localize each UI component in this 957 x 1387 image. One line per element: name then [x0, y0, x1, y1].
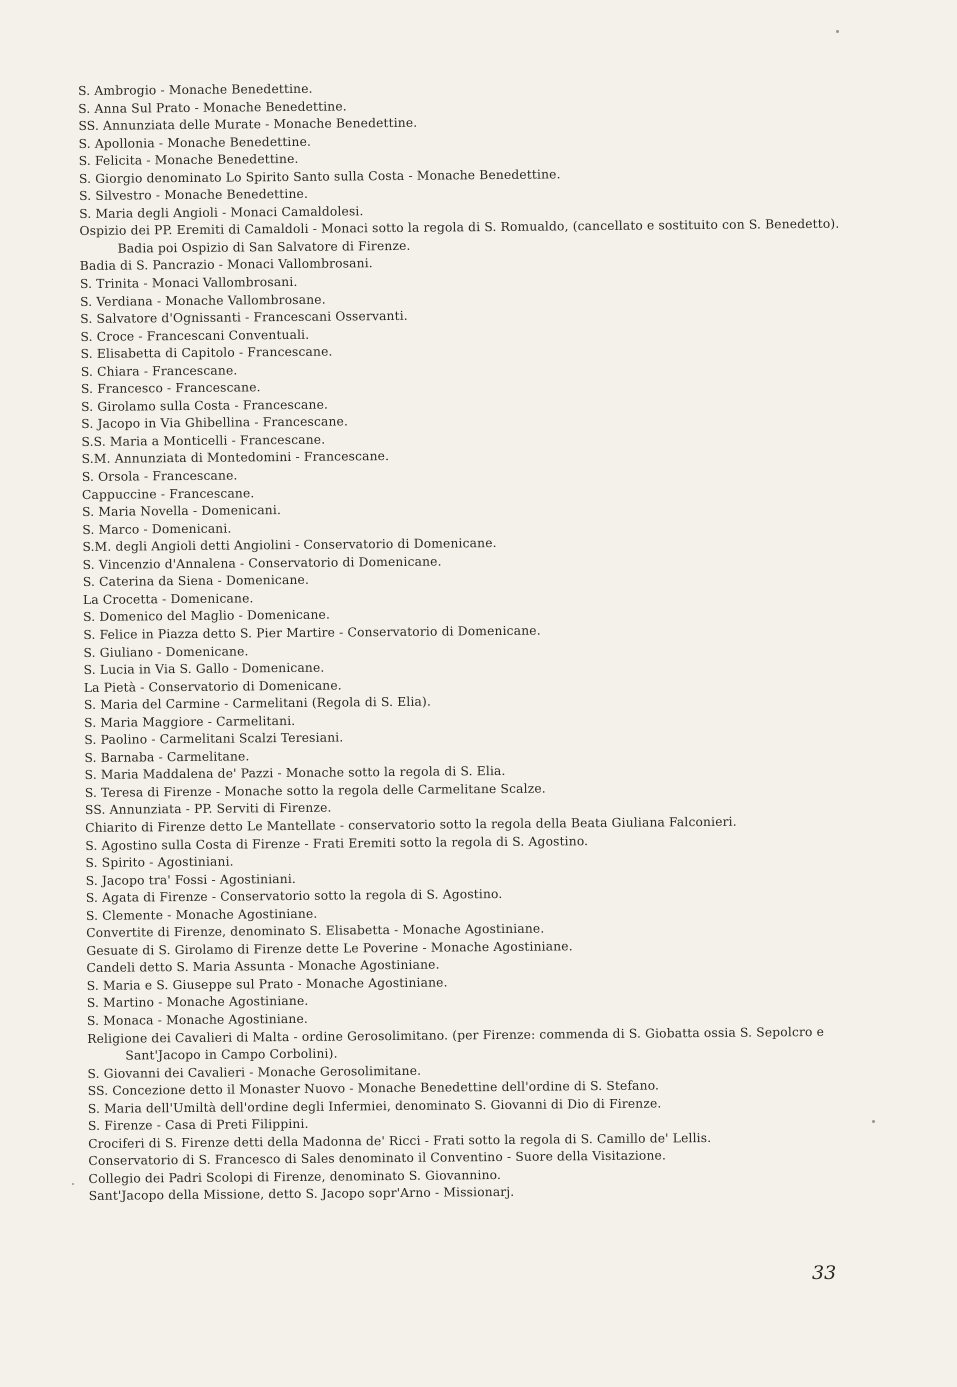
list-entry: S. Croce - Francescani Conventuali.: [80, 327, 310, 344]
list-entry: SS. Concezione detto il Monaster Nuovo - Monache Benedettine dell'ordine di S. Stefano.: [87, 1078, 660, 1099]
list-entry: S. Maria Maggiore - Carmelitani.: [84, 713, 296, 730]
list-entry: Collegio dei Padri Scolopi di Firenze, denominato S. Giovannino.: [88, 1167, 502, 1186]
list-entry: S. Anna Sul Prato - Monache Benedettine.: [78, 98, 347, 116]
list-entry: S. Giuliano - Domenicane.: [83, 643, 249, 660]
list-entry: S. Felice in Piazza detto S. Pier Martire - Conservatorio di Domenicane.: [83, 623, 541, 642]
list-entry: Cappuccine - Francescane.: [81, 485, 255, 502]
list-entry: S. Spirito - Agostiniani.: [85, 854, 234, 871]
paper-speck: [836, 30, 839, 33]
list-entry: La Crocetta - Domenicane.: [82, 591, 254, 607]
list-entry: S. Monaca - Monache Agostiniane.: [86, 1011, 308, 1028]
list-entry: S. Jacopo tra' Fossi - Agostiniani.: [85, 871, 297, 888]
list-entry: S. Barnaba - Carmelitane.: [84, 749, 250, 765]
list-entry: S. Maria dell'Umiltà dell'ordine degli Infermiei, denominato S. Giovanni di Dio di Firenze.: [87, 1096, 662, 1116]
list-entry: La Pietà - Conservatorio di Domenicane.: [83, 678, 342, 695]
list-entry: S. Paolino - Carmelitani Scalzi Teresiani.: [84, 730, 344, 748]
list-entry: Sant'Jacopo della Missione, detto S. Jacopo sopr'Arno - Missionarj.: [88, 1185, 515, 1204]
list-entry: S. Girolamo sulla Costa - Francescane.: [81, 397, 329, 414]
list-entry: S. Maria del Carmine - Carmelitani (Regola di S. Elia).: [83, 694, 432, 713]
list-entry: Ospizio dei PP. Eremiti di Camaldoli - Monaci sotto la regola di S. Romualdo, (cancellato e sostituito con S. Benedetto). Badia poi Ospizio di San Salvatore di Firenze.: [79, 217, 840, 256]
institution-list: [78, 76, 849, 1206]
list-entry: S. Francesco - Francescane.: [80, 380, 261, 397]
list-entry: Candeli detto S. Maria Assunta - Monache Agostiniane.: [86, 957, 440, 976]
paper-speck: [872, 1120, 875, 1123]
list-entry: S. Giovanni dei Cavalieri - Monache Gerosolimitane.: [87, 1063, 422, 1081]
list-entry: S. Jacopo in Via Ghibellina - Francescane.: [81, 414, 349, 432]
list-entry: S. Ambrogio - Monache Benedettine.: [78, 81, 313, 98]
list-entry: S. Caterina da Siena - Domenicane.: [82, 573, 310, 590]
list-entry: S.M. degli Angioli detti Angiolini - Conservatorio di Domenicane.: [82, 536, 497, 555]
list-entry: S. Lucia in Via S. Gallo - Domenicane.: [83, 660, 325, 678]
list-entry: S.S. Maria a Monticelli - Francescane.: [81, 432, 326, 449]
list-entry: S. Firenze - Casa di Preti Filippini.: [87, 1117, 309, 1134]
list-entry: S. Domenico del Maglio - Domenicane.: [83, 608, 331, 625]
list-entry: S. Verdiana - Monache Vallombrosane.: [80, 292, 326, 309]
list-entry: S. Martino - Monache Agostiniane.: [86, 994, 309, 1011]
list-entry: S. Salvatore d'Ognissanti - Francescani Osservanti.: [80, 308, 408, 327]
list-entry: S. Agata di Firenze - Conservatorio sotto la regola di S. Agostino.: [85, 887, 503, 906]
list-entry: Gesuate di S. Girolamo di Firenze dette Le Poverine - Monache Agostiniane.: [86, 939, 573, 958]
list-entry: S. Agostino sulla Costa di Firenze - Frati Eremiti sotto la regola di S. Agostino.: [85, 833, 589, 853]
list-entry: S. Teresa di Firenze - Monache sotto la regola delle Carmelitane Scalze.: [84, 781, 546, 800]
paper-speck: [72, 1183, 74, 1185]
list-entry: S. Clemente - Monache Agostiniane.: [85, 906, 318, 923]
list-entry: S. Trinita - Monaci Vallombrosani.: [79, 274, 298, 292]
list-entry: S.M. Annunziata di Montedomini - Francescane.: [81, 449, 390, 467]
list-entry: Religione dei Cavalieri di Malta - ordine Gerosolimitano. (per Firenze: commenda di S. Giobatta ossia S. Sepolcro e Sant'Jacopo in Campo Corbolini).: [87, 1024, 825, 1063]
page-number: 33: [812, 1262, 837, 1284]
list-entry: S. Vincenzio d'Annalena - Conservatorio di Domenicane.: [82, 554, 442, 572]
list-entry: S. Orsola - Francescane.: [81, 468, 238, 485]
list-entry: S. Maria Maddalena de' Pazzi - Monache sotto la regola di S. Elia.: [84, 764, 506, 783]
list-entry: S. Marco - Domenicani.: [82, 521, 232, 537]
list-entry: SS. Annunziata delle Murate - Monache Benedettine.: [78, 115, 418, 134]
list-entry: S. Giorgio denominato Lo Spirito Santo sulla Costa - Monache Benedettine.: [78, 167, 561, 186]
list-entry: S. Maria degli Angioli - Monaci Camaldolesi.: [79, 204, 364, 221]
list-entry: S. Maria e S. Giuseppe sul Prato - Monache Agostiniane.: [86, 975, 448, 993]
list-entry: S. Silvestro - Monache Benedettine.: [79, 187, 309, 204]
list-entry: Badia di S. Pancrazio - Monaci Vallombrosani.: [79, 256, 373, 274]
list-entry: Crociferi di S. Firenze detti della Madonna de' Ricci - Frati sotto la regola di S. Camillo de' Lellis.: [88, 1130, 712, 1151]
list-entry: S. Maria Novella - Domenicani.: [82, 503, 282, 520]
list-entry: Convertite di Firenze, denominato S. Elisabetta - Monache Agostiniane.: [86, 921, 545, 941]
list-entry: Conservatorio di S. Francesco di Sales denominato il Conventino - Suore della Visitazione.: [88, 1148, 667, 1169]
list-entry: S. Chiara - Francescane.: [80, 363, 238, 379]
list-entry: SS. Annunziata - PP. Serviti di Firenze.: [84, 801, 332, 818]
list-entry: S. Apollonia - Monache Benedettine.: [78, 134, 312, 151]
list-entry: S. Felicita - Monache Benedettine.: [78, 152, 299, 169]
list-entry: S. Elisabetta di Capitolo - Francescane.: [80, 344, 333, 362]
list-entry: Chiarito di Firenze detto Le Mantellate - conservatorio sotto la regola della Beata Giuliana Falconieri.: [85, 814, 737, 835]
